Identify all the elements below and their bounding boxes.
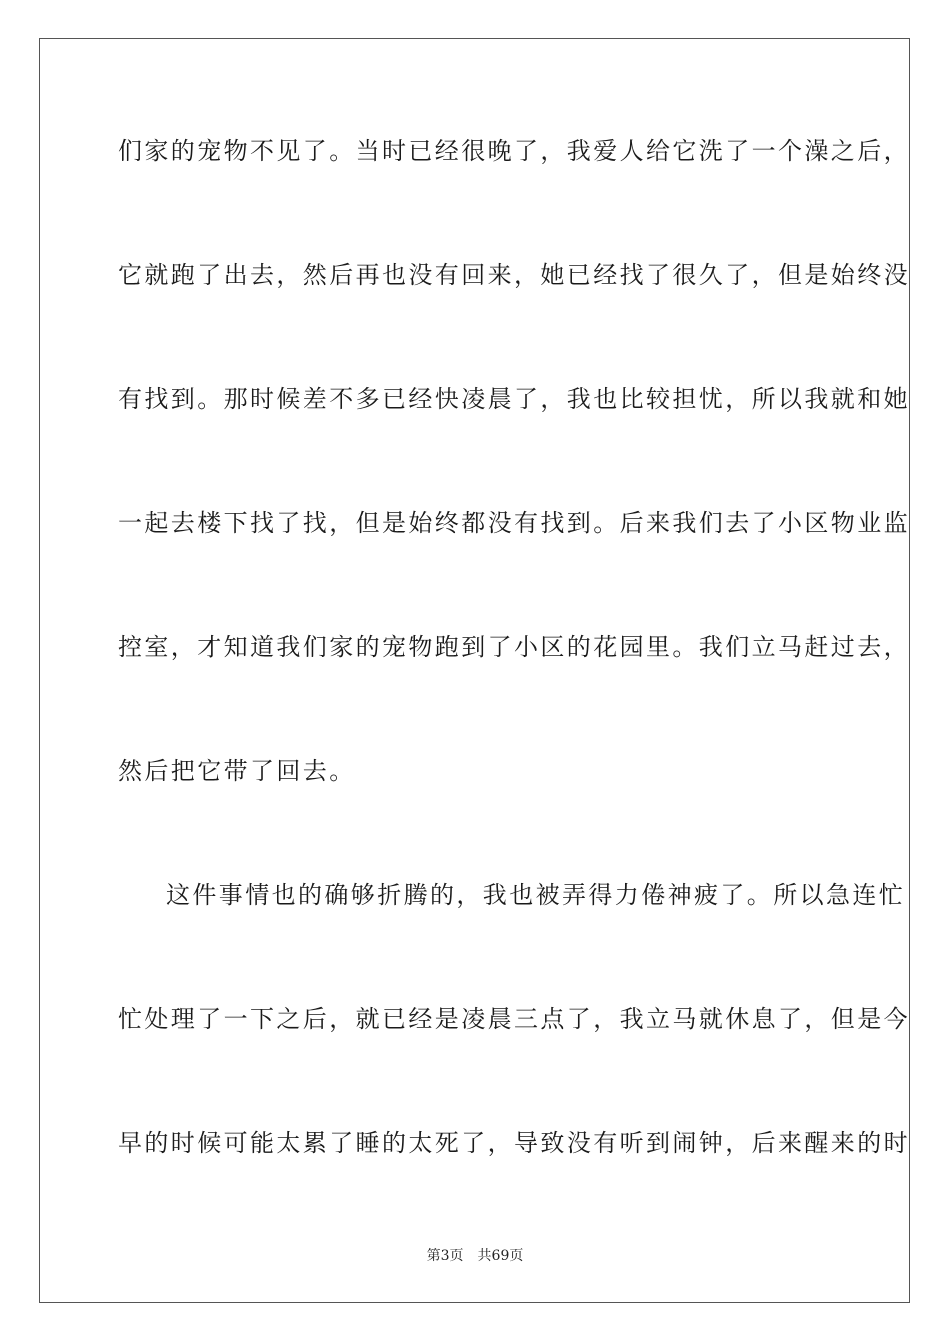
page-border [39,38,910,1303]
text-line-1: 们家的宠物不见了。当时已经很晚了，我爱人给它洗了一个澡之后， [118,137,910,165]
text-line-5: 控室，才知道我们家的宠物跑到了小区的花园里。我们立马赶过去， [118,633,910,661]
page-number: 第3页 [426,1248,464,1264]
text-line-9: 早的时候可能太累了睡的太死了，导致没有听到闹钟，后来醒来的时 [118,1129,910,1157]
text-line-2: 它就跑了出去，然后再也没有回来，她已经找了很久了，但是始终没 [118,261,910,289]
page-footer [0,1247,950,1265]
text-line-4: 一起去楼下找了找，但是始终都没有找到。后来我们去了小区物业监 [118,509,910,537]
text-line-6: 然后把它带了回去。 [118,757,356,785]
text-line-3: 有找到。那时候差不多已经快凌晨了，我也比较担忧，所以我就和她 [118,385,910,413]
text-line-7-paragraph-start: 这件事情也的确够折腾的，我也被弄得力倦神疲了。所以急连忙 [166,881,906,909]
text-line-8: 忙处理了一下之后，就已经是凌晨三点了，我立马就休息了，但是今 [118,1005,910,1033]
page-total: 共69页 [477,1248,524,1264]
